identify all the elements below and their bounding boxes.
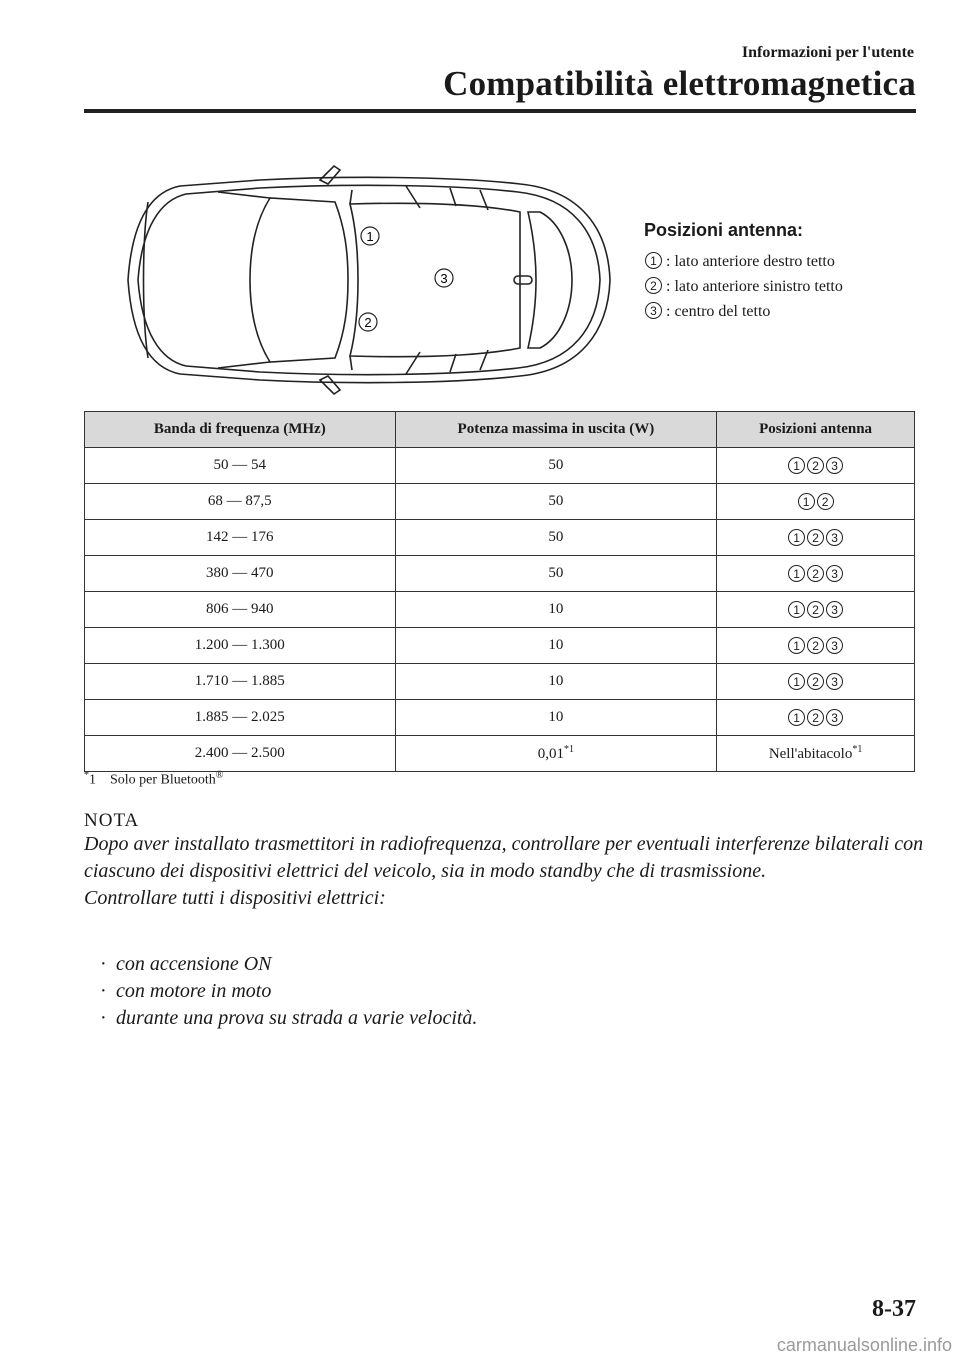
positions-cell	[717, 556, 915, 592]
registered-mark: ®	[215, 770, 224, 781]
list-item	[100, 978, 477, 1005]
diagram-marker-1: 1	[366, 229, 374, 244]
page-title: Compatibilità elettromagnetica	[443, 64, 916, 103]
legend-item	[644, 276, 870, 298]
marker-badge: 2	[807, 637, 824, 654]
marker-badge: 2	[645, 277, 662, 294]
power-value: 0,01	[537, 746, 564, 762]
marker-badge: 3	[826, 637, 843, 654]
marker-badge: 3	[826, 457, 843, 474]
note-title: NOTA	[84, 810, 140, 831]
table-row	[85, 628, 915, 664]
table-row	[85, 592, 915, 628]
marker-badge: 3	[826, 565, 843, 582]
legend-item-text: : lato anteriore sinistro tetto	[666, 278, 843, 295]
bullet-icon: ·	[100, 980, 107, 1002]
table-body	[85, 448, 915, 736]
diagram-marker-2: 2	[364, 315, 372, 330]
list-item-text: con motore in moto	[116, 980, 272, 1002]
list-item	[100, 951, 477, 978]
marker-badge: 3	[826, 673, 843, 690]
power-cell: 50	[395, 520, 717, 556]
table-row	[85, 664, 915, 700]
marker-badge: 1	[645, 252, 662, 269]
footnote-ref: *1	[852, 744, 863, 755]
marker-badge: 2	[807, 565, 824, 582]
positions-cell	[717, 700, 915, 736]
marker-badge: 3	[826, 529, 843, 546]
footnote-mark: *	[84, 770, 89, 781]
marker-badge: 3	[826, 601, 843, 618]
section-title: Informazioni per l'utente	[741, 44, 914, 61]
note-body	[84, 831, 924, 912]
footnote-text: 1 Solo per Bluetooth	[89, 772, 216, 788]
car-top-view-diagram	[120, 162, 620, 398]
diagram-marker-3: 3	[440, 271, 448, 286]
power-cell: 50	[395, 556, 717, 592]
positions-cell	[717, 484, 915, 520]
table-row	[85, 556, 915, 592]
table-row	[85, 448, 915, 484]
marker-badge: 2	[807, 673, 824, 690]
footnote	[84, 770, 223, 789]
column-header: Potenza massima in uscita (W)	[395, 412, 717, 448]
marker-badge: 1	[788, 709, 805, 726]
bullet-icon: ·	[100, 953, 107, 975]
positions-cell	[717, 448, 915, 484]
power-cell: 50	[395, 448, 717, 484]
positions-text: Nell'abitacolo	[768, 746, 853, 762]
marker-badge: 2	[817, 493, 834, 510]
marker-badge: 1	[788, 565, 805, 582]
positions-cell	[717, 736, 915, 772]
note-paragraph: Dopo aver installato trasmettitori in radiofrequenza, controllare per eventuali interferenze bilaterali con ciascuno dei dispositivi elettrici del veicolo, sia in modo standby che di trasmissione.	[84, 833, 924, 882]
frequency-table	[84, 411, 915, 772]
legend-item	[644, 251, 870, 273]
antenna-legend	[644, 220, 870, 326]
band-cell: 380 — 470	[85, 556, 396, 592]
power-cell: 50	[395, 484, 717, 520]
positions-cell	[717, 592, 915, 628]
page-number: 8-37	[872, 1296, 916, 1322]
legend-item-text: : centro del tetto	[666, 303, 771, 320]
list-item-text: con accensione ON	[116, 953, 272, 975]
band-cell: 1.885 — 2.025	[85, 700, 396, 736]
marker-badge: 2	[807, 529, 824, 546]
band-cell: 2.400 — 2.500	[85, 736, 396, 772]
band-cell: 142 — 176	[85, 520, 396, 556]
marker-badge: 1	[788, 673, 805, 690]
band-cell: 68 — 87,5	[85, 484, 396, 520]
marker-badge: 2	[807, 709, 824, 726]
marker-badge: 2	[807, 457, 824, 474]
table-row	[85, 700, 915, 736]
power-cell: 10	[395, 700, 717, 736]
positions-cell	[717, 628, 915, 664]
table-header-row	[85, 412, 915, 448]
column-header: Banda di frequenza (MHz)	[85, 412, 396, 448]
marker-badge: 1	[788, 601, 805, 618]
table-row	[85, 520, 915, 556]
positions-cell	[717, 520, 915, 556]
footnote-ref: *1	[564, 744, 574, 755]
power-cell: 10	[395, 628, 717, 664]
list-item-text: durante una prova su strada a varie velocità.	[116, 1007, 478, 1029]
marker-badge: 3	[645, 302, 662, 319]
power-cell	[395, 736, 717, 772]
marker-badge: 1	[788, 529, 805, 546]
table-row	[85, 484, 915, 520]
marker-badge: 1	[788, 457, 805, 474]
bullet-icon: ·	[100, 1007, 107, 1029]
note-bullets	[100, 951, 477, 1032]
marker-badge: 1	[798, 493, 815, 510]
power-cell: 10	[395, 592, 717, 628]
positions-cell	[717, 664, 915, 700]
band-cell: 806 — 940	[85, 592, 396, 628]
column-header: Posizioni antenna	[717, 412, 915, 448]
legend-item-text: : lato anteriore destro tetto	[666, 253, 835, 270]
watermark: carmanualsonline.info	[776, 1335, 952, 1355]
marker-badge: 2	[807, 601, 824, 618]
list-item	[100, 1005, 477, 1032]
band-cell: 1.200 — 1.300	[85, 628, 396, 664]
marker-badge: 3	[826, 709, 843, 726]
marker-badge: 1	[788, 637, 805, 654]
band-cell: 50 — 54	[85, 448, 396, 484]
legend-title: Posizioni antenna:	[644, 220, 804, 240]
band-cell: 1.710 — 1.885	[85, 664, 396, 700]
table-row	[85, 736, 915, 772]
header-divider	[84, 109, 916, 113]
legend-item	[644, 301, 870, 323]
note-paragraph: Controllare tutti i dispositivi elettrici:	[84, 887, 386, 909]
power-cell: 10	[395, 664, 717, 700]
